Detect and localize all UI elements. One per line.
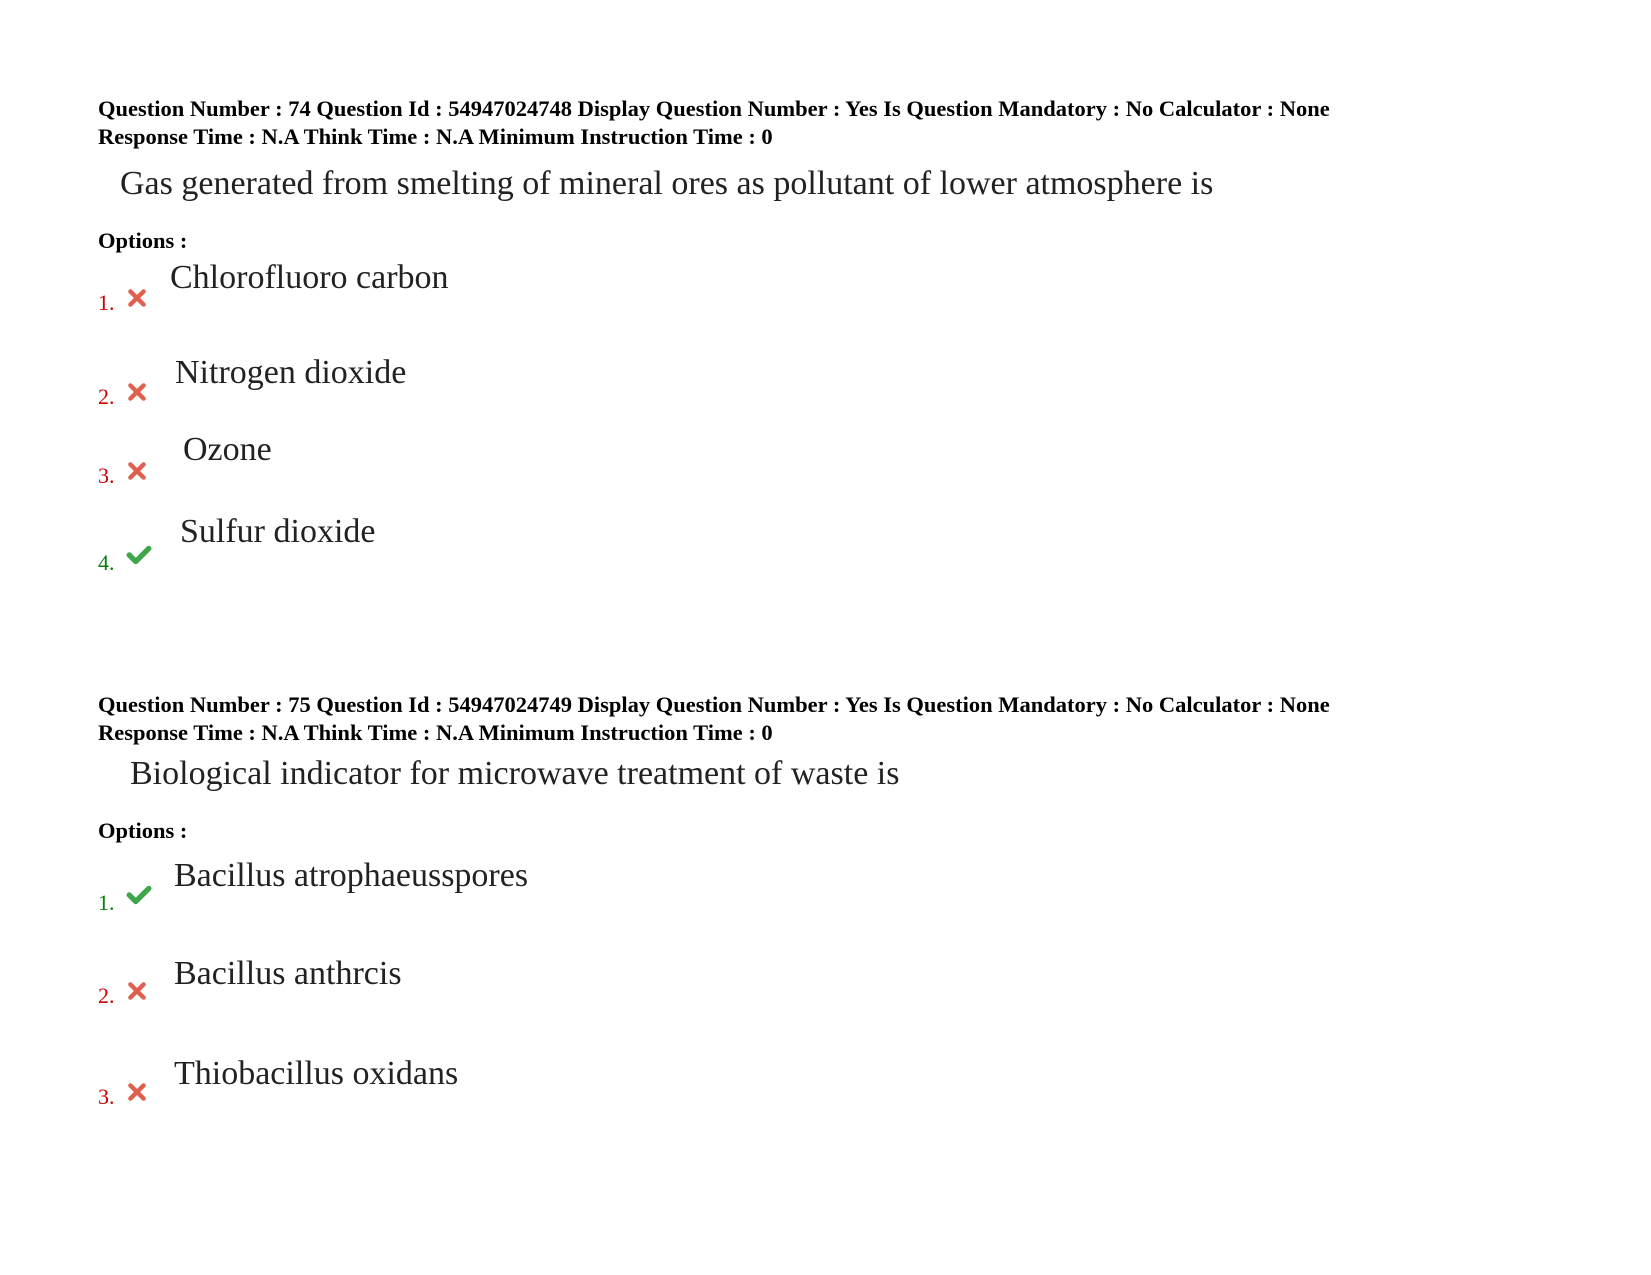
question-header-line2: Response Time : N.A Think Time : N.A Minimum Instruction Time : 0 [98, 124, 773, 149]
option-text: Sulfur dioxide [180, 513, 376, 550]
option-1[interactable] [98, 857, 998, 925]
cross-icon [126, 381, 148, 403]
option-text: Chlorofluoro carbon [170, 259, 449, 296]
option-4[interactable] [98, 513, 998, 585]
question-header-line1: Question Number : 75 Question Id : 54947024749 Display Question Number : Yes Is Question Mandatory : No Calculator : None [98, 692, 1330, 717]
option-number: 2. [98, 983, 115, 1008]
option-2[interactable] [98, 955, 998, 1024]
question-text: Biological indicator for microwave treatment of waste is [130, 755, 900, 792]
option-3[interactable] [98, 431, 998, 500]
option-text: Bacillus atrophaeusspores [174, 857, 529, 894]
option-number: 1. [98, 290, 115, 315]
option-text: Bacillus anthrcis [174, 955, 402, 992]
question-74 [98, 95, 1598, 615]
options-label: Options : [98, 818, 188, 843]
check-icon [126, 544, 152, 566]
cross-icon [126, 1081, 148, 1103]
option-number: 3. [98, 463, 115, 488]
check-icon [126, 884, 152, 906]
option-3[interactable] [98, 1055, 998, 1124]
cross-icon [126, 287, 148, 309]
question-header-line1: Question Number : 74 Question Id : 54947024748 Display Question Number : Yes Is Question Mandatory : No Calculator : None [98, 96, 1330, 121]
cross-icon [126, 460, 148, 482]
cross-icon [126, 980, 148, 1002]
option-number: 4. [98, 550, 115, 575]
options-label: Options : [98, 228, 188, 253]
option-number: 3. [98, 1084, 115, 1109]
question-text: Gas generated from smelting of mineral ores as pollutant of lower atmosphere is [120, 165, 1214, 202]
option-1[interactable] [98, 259, 998, 325]
option-text: Ozone [183, 431, 272, 468]
option-2[interactable] [98, 354, 998, 420]
question-75 [98, 691, 1598, 1161]
option-number: 1. [98, 890, 115, 915]
option-number: 2. [98, 384, 115, 409]
question-header-line2: Response Time : N.A Think Time : N.A Minimum Instruction Time : 0 [98, 720, 773, 745]
option-text: Nitrogen dioxide [175, 354, 407, 391]
option-text: Thiobacillus oxidans [174, 1055, 459, 1092]
